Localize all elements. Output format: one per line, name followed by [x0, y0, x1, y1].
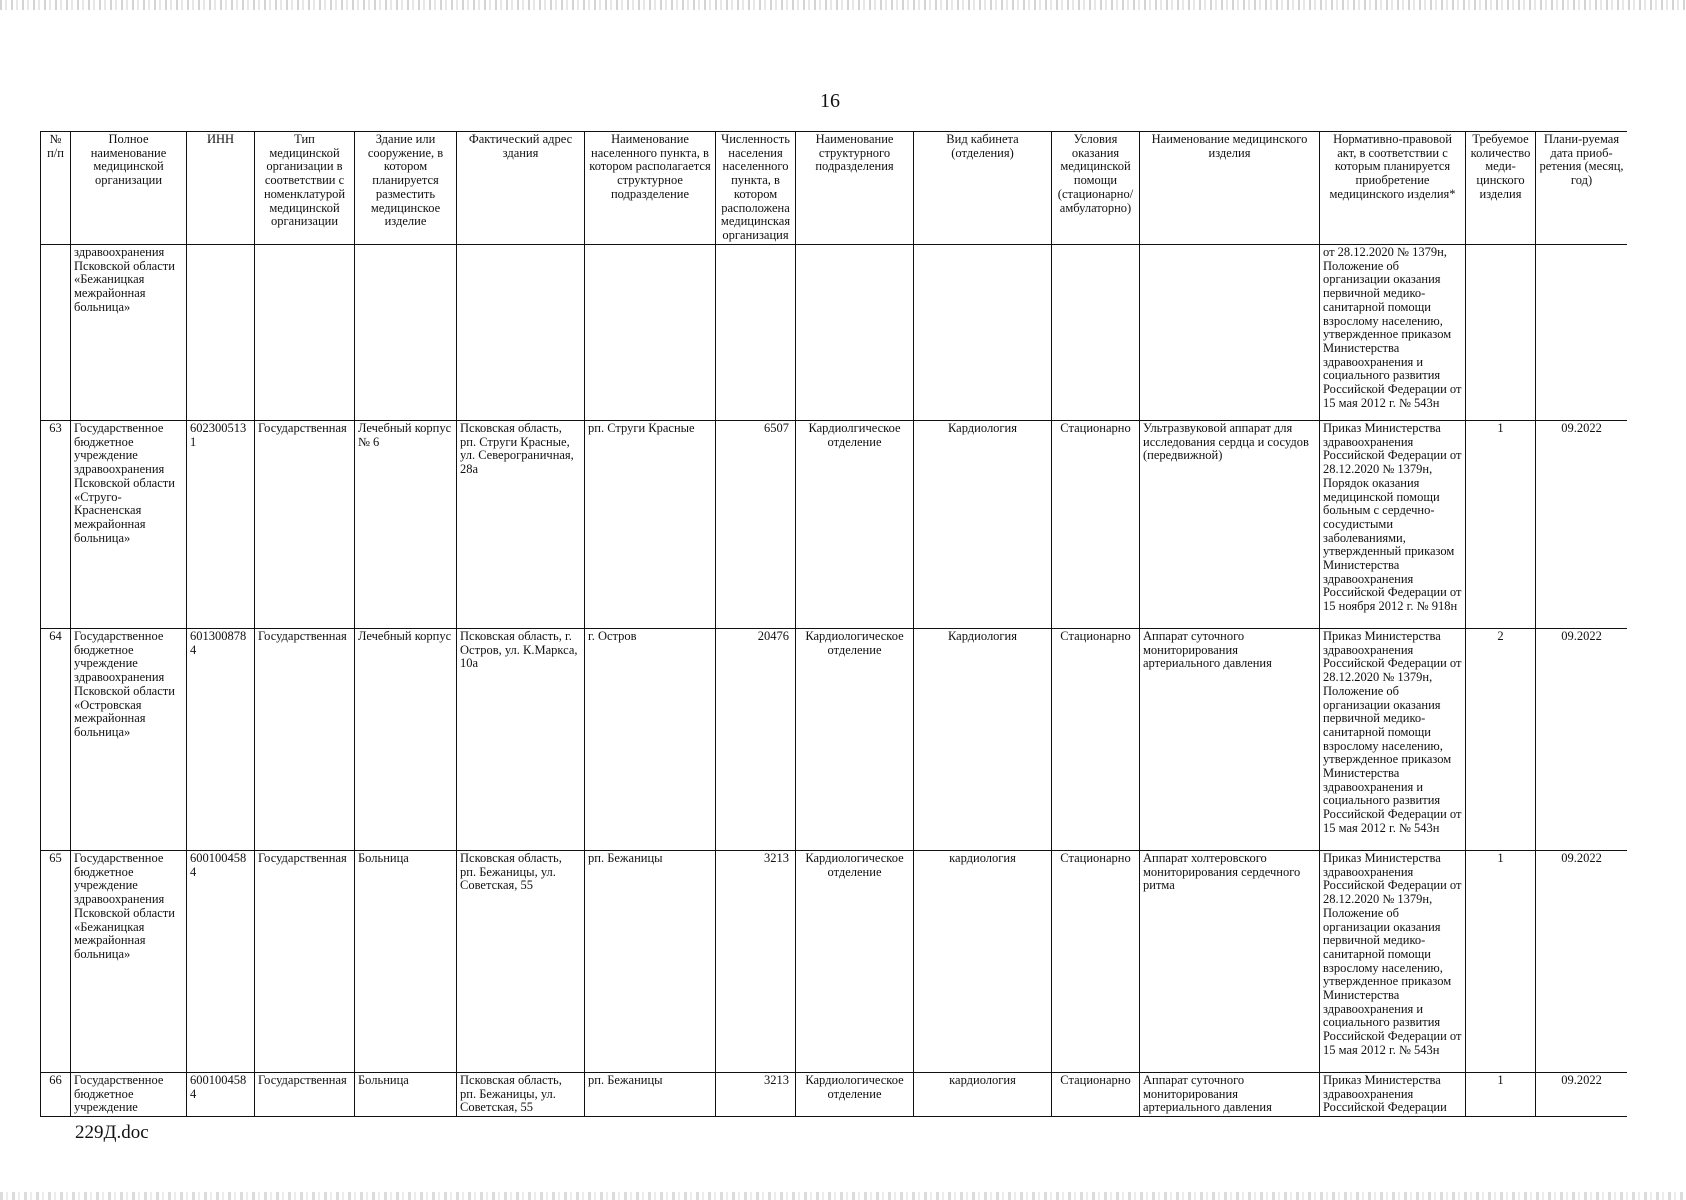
- cell-inn: 6023005131: [187, 421, 255, 629]
- header-device: Наименование медицинского изделия: [1140, 132, 1320, 245]
- cell-act: от 28.12.2020 № 1379н, Положение об организации оказания первичной медико-санитарной помощи взрослому населению, утвержденное приказом Министерства здравоохранения и социального развития Российской Федерации от 15 мая 2012 г. № 543н: [1320, 245, 1466, 421]
- page-number: 16: [820, 90, 840, 112]
- cell-unit: Кардиологическое отделение: [796, 629, 914, 851]
- cell-device: Аппарат суточного мониторирования артериального давления: [1140, 629, 1320, 851]
- cell-address: Псковская область, рп. Бежаницы, ул. Советская, 55: [457, 851, 585, 1073]
- cell-address: [457, 245, 585, 421]
- cell-org: здравоохранения Псковской области «Бежаницкая межрайонная больница»: [71, 245, 187, 421]
- header-unit: Наименование структурного подразделения: [796, 132, 914, 245]
- cell-date: 09.2022: [1536, 421, 1628, 629]
- table-row-continued: [41, 245, 1628, 421]
- header-inn: ИНН: [187, 132, 255, 245]
- footer-filename: 229Д.doc: [75, 1122, 149, 1143]
- cell-inn: 6001004584: [187, 851, 255, 1073]
- table-row: [41, 1073, 1628, 1117]
- header-building: Здание или сооружение, в котором планируется разместить медицинское изделие: [355, 132, 457, 245]
- cell-population: 3213: [716, 1073, 796, 1117]
- header-date: Плани-руемая дата приоб-ретения (месяц, год): [1536, 132, 1628, 245]
- cell-qty: 1: [1466, 1073, 1536, 1117]
- cell-conditions: Стационарно: [1052, 851, 1140, 1073]
- cell-qty: 1: [1466, 851, 1536, 1073]
- cell-org: Государственное бюджетное учреждение здравоохранения Псковской области «Островская межрайонная больница»: [71, 629, 187, 851]
- header-qty: Требуемое количество меди-цинского изделия: [1466, 132, 1536, 245]
- cell-building: Больница: [355, 1073, 457, 1117]
- cell-type: Государственная: [255, 421, 355, 629]
- header-locality: Наименование населенного пункта, в котором располагается структурное подразделение: [585, 132, 716, 245]
- header-org: Полное наименование медицинской организации: [71, 132, 187, 245]
- table-row: [41, 851, 1628, 1073]
- cell-population: 3213: [716, 851, 796, 1073]
- cell-org: Государственное бюджетное учреждение: [71, 1073, 187, 1117]
- cell-device: [1140, 245, 1320, 421]
- cell-org: Государственное бюджетное учреждение здравоохранения Псковской области «Струго-Красненская межрайонная больница»: [71, 421, 187, 629]
- cell-address: Псковская область, г. Остров, ул. К.Маркса, 10а: [457, 629, 585, 851]
- cell-org: Государственное бюджетное учреждение здравоохранения Псковской области «Бежаницкая межрайонная больница»: [71, 851, 187, 1073]
- cell-locality: [585, 245, 716, 421]
- header-population: Численность населения населенного пункта, в котором расположена медицинская организация: [716, 132, 796, 245]
- cell-date: 09.2022: [1536, 629, 1628, 851]
- cell-building: Лечебный корпус: [355, 629, 457, 851]
- cell-address: Псковская область, рп. Бежаницы, ул. Советская, 55: [457, 1073, 585, 1117]
- cell-population: [716, 245, 796, 421]
- equipment-table: [40, 131, 1627, 1117]
- cell-conditions: Стационарно: [1052, 629, 1140, 851]
- cell-conditions: Стационарно: [1052, 421, 1140, 629]
- header-address: Фактический адрес здания: [457, 132, 585, 245]
- cell-locality: рп. Бежаницы: [585, 1073, 716, 1117]
- cell-building: [355, 245, 457, 421]
- header-num: № п/п: [41, 132, 71, 245]
- cell-type: [255, 245, 355, 421]
- cell-act: Приказ Министерства здравоохранения Российской Федерации от 28.12.2020 № 1379н, Порядок оказания медицинской помощи больным с сердечно-сосудистыми заболеваниями, утвержденный приказом Министерства здравоохранения Российской Федерации от 15 ноября 2012 г. № 918н: [1320, 421, 1466, 629]
- cell-unit: Кардиолгическое отделение: [796, 421, 914, 629]
- header-cabinet: Вид кабинета (отделения): [914, 132, 1052, 245]
- scan-edge-top: [0, 0, 1686, 10]
- cell-inn: [187, 245, 255, 421]
- cell-population: 20476: [716, 629, 796, 851]
- cell-locality: рп. Бежаницы: [585, 851, 716, 1073]
- cell-num: 63: [41, 421, 71, 629]
- cell-qty: 1: [1466, 421, 1536, 629]
- cell-date: [1536, 245, 1628, 421]
- cell-cabinet: [914, 245, 1052, 421]
- cell-date: 09.2022: [1536, 851, 1628, 1073]
- cell-population: 6507: [716, 421, 796, 629]
- cell-num: 65: [41, 851, 71, 1073]
- cell-inn: 6001004584: [187, 1073, 255, 1117]
- cell-qty: [1466, 245, 1536, 421]
- cell-num: 64: [41, 629, 71, 851]
- cell-act: Приказ Министерства здравоохранения Российской Федерации: [1320, 1073, 1466, 1117]
- cell-qty: 2: [1466, 629, 1536, 851]
- cell-locality: рп. Струги Красные: [585, 421, 716, 629]
- cell-num: 66: [41, 1073, 71, 1117]
- cell-act: Приказ Министерства здравоохранения Российской Федерации от 28.12.2020 № 1379н, Положение об организации оказания первичной медико-санитарной помощи взрослому населению, утвержденное приказом Министерства здравоохранения и социального развития Российской Федерации от 15 мая 2012 г. № 543н: [1320, 629, 1466, 851]
- header-conditions: Условия оказания медицинской помощи (стационарно/ амбулаторно): [1052, 132, 1140, 245]
- cell-cabinet: кардиология: [914, 851, 1052, 1073]
- cell-unit: Кардиологическое отделение: [796, 851, 914, 1073]
- header-row: [41, 132, 1628, 245]
- cell-act: Приказ Министерства здравоохранения Российской Федерации от 28.12.2020 № 1379н, Положение об организации оказания первичной медико-санитарной помощи взрослому населению, утвержденное приказом Министерства здравоохранения и социального развития Российской Федерации от 15 мая 2012 г. № 543н: [1320, 851, 1466, 1073]
- cell-type: Государственная: [255, 1073, 355, 1117]
- table-row: [41, 629, 1628, 851]
- cell-type: Государственная: [255, 629, 355, 851]
- cell-num: [41, 245, 71, 421]
- cell-building: Больница: [355, 851, 457, 1073]
- cell-inn: 6013008784: [187, 629, 255, 851]
- cell-date: 09.2022: [1536, 1073, 1628, 1117]
- cell-unit: Кардиологическое отделение: [796, 1073, 914, 1117]
- header-act: Нормативно-правовой акт, в соответствии с которым планируется приобретение медицинского изделия*: [1320, 132, 1466, 245]
- cell-cabinet: Кардиология: [914, 629, 1052, 851]
- cell-type: Государственная: [255, 851, 355, 1073]
- cell-address: Псковская область, рп. Струги Красные, ул. Северограничная, 28а: [457, 421, 585, 629]
- cell-cabinet: Кардиология: [914, 421, 1052, 629]
- cell-locality: г. Остров: [585, 629, 716, 851]
- cell-building: Лечебный корпус № 6: [355, 421, 457, 629]
- header-type: Тип медицинской организации в соответствии с номенклатурой медицинской организации: [255, 132, 355, 245]
- scan-edge-bottom: [0, 1192, 1686, 1200]
- cell-device: Аппарат холтеровского мониторирования сердечного ритма: [1140, 851, 1320, 1073]
- table-row: [41, 421, 1628, 629]
- cell-cabinet: кардиология: [914, 1073, 1052, 1117]
- cell-conditions: Стационарно: [1052, 1073, 1140, 1117]
- cell-conditions: [1052, 245, 1140, 421]
- cell-device: Аппарат суточного мониторирования артериального давления: [1140, 1073, 1320, 1117]
- table-container: [40, 131, 1627, 1121]
- cell-unit: [796, 245, 914, 421]
- cell-device: Ультразвуковой аппарат для исследования сердца и сосудов (передвижной): [1140, 421, 1320, 629]
